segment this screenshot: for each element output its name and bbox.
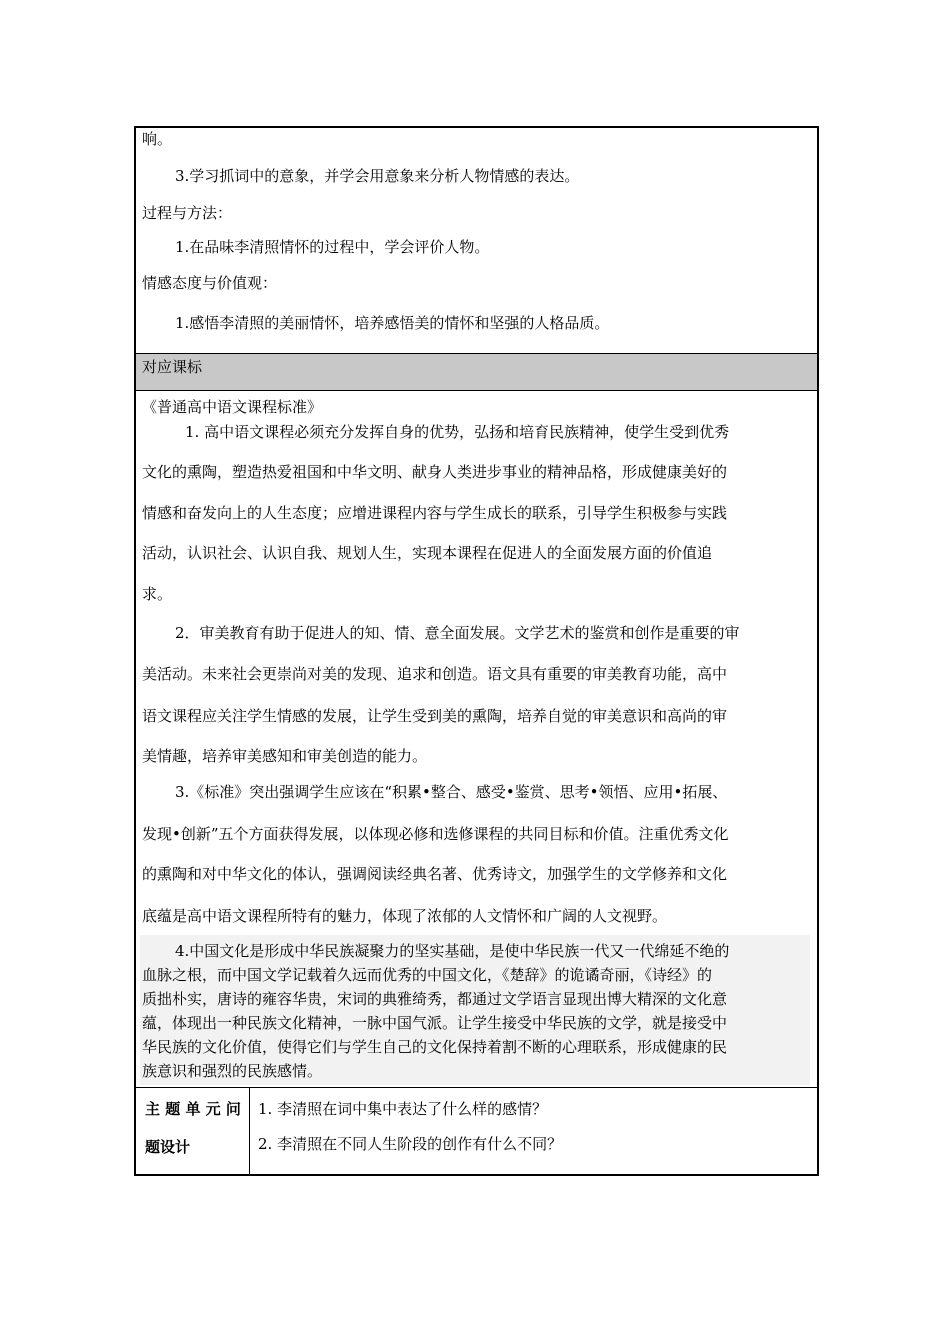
paragraph-line: 质拙朴实，唐诗的雍容华贵，宋词的典雅绮秀，都通过文学语言显现出博大精深的文化意 [142, 990, 728, 1008]
paragraph-line: 语文课程应关注学生情感的发展，让学生受到美的熏陶，培养自觉的审美意识和高尚的审 [142, 707, 728, 725]
paragraph-line: 4.中国文化是形成中华民族凝聚力的坚实基础，是使中华民族一代又一代绵延不绝的 [175, 942, 730, 960]
paragraph-line: 3.《标准》突出强调学生应该在“积累•整合、感受•鉴赏、思考•领悟、应用•拓展、 [175, 783, 728, 801]
paragraph-line: 族意识和强烈的民族感情。 [142, 1062, 323, 1080]
paragraph-line: 的熏陶和对中华文化的体认，强调阅读经典名著、优秀诗文，加强学生的文学修养和文化 [142, 865, 728, 883]
question-item: 1. 李清照在词中集中表达了什么样的感情？ [258, 1100, 548, 1118]
standards-source: 《普通高中语文课程标准》 [142, 398, 323, 416]
section-header-band [136, 353, 817, 391]
question-item: 2. 李清照在不同人生阶段的创作有什么不同？ [258, 1135, 563, 1153]
paragraph-line: 活动，认识社会、认识自我、规划人生，实现本课程在促进人的全面发展方面的价值追 [142, 544, 713, 562]
paragraph-line: 血脉之根，而中国文学记载着久远而优秀的中国文化，《楚辞》的诡谲奇丽，《诗经》的 [142, 966, 713, 984]
column-divider [249, 1087, 250, 1175]
objective-line: 1.感悟李清照的美丽情怀，培养感悟美的情怀和坚强的人格品质。 [175, 314, 610, 332]
paragraph-line: 1. 高中语文课程必须充分发挥自身的优势，弘扬和培育民族精神，使学生受到优秀 [185, 423, 730, 441]
paragraph-line: 文化的熏陶，塑造热爱祖国和中华文明、献身人类进步事业的精神品格，形成健康美好的 [142, 463, 728, 481]
paragraph-line: 美情趣，培养审美感知和审美创造的能力。 [142, 747, 428, 765]
objective-heading: 情感态度与价值观： [142, 274, 278, 292]
paragraph-line: 底蕴是高中语文课程所特有的魅力，体现了浓郁的人文情怀和广阔的人文视野。 [142, 907, 668, 925]
unit-label: 题设计 [145, 1138, 191, 1156]
objective-line: 3.学习抓词中的意象，并学会用意象来分析人物情感的表达。 [175, 167, 580, 185]
paragraph-line: 华民族的文化价值，使得它们与学生自己的文化保持着割不断的心理联系，形成健康的民 [142, 1038, 728, 1056]
objective-line: 1.在品味李清照情怀的过程中，学会评价人物。 [175, 238, 490, 256]
unit-label: 主 题 单 元 问 [145, 1100, 241, 1118]
paragraph-line: 求。 [142, 585, 173, 603]
paragraph-line: 2．审美教育有助于促进人的知、情、意全面发展。文学艺术的鉴赏和创作是重要的审 [175, 624, 740, 642]
objective-heading: 过程与方法： [142, 204, 233, 222]
paragraph-line: 发现•创新”五个方面获得发展，以体现必修和选修课程的共同目标和价值。注重优秀文化 [142, 825, 729, 843]
paragraph-line: 蕴，体现出一种民族文化精神，一脉中国气派。让学生接受中华民族的文学，就是接受中 [142, 1014, 728, 1032]
objective-line: 响。 [142, 130, 173, 148]
section-header: 对应课标 [142, 358, 203, 376]
paragraph-line: 美活动。未来社会更崇尚对美的发现、追求和创造。语文具有重要的审美教育功能，高中 [142, 665, 728, 683]
paragraph-line: 情感和奋发向上的人生态度；应增进课程内容与学生成长的联系，引导学生积极参与实践 [142, 504, 728, 522]
row-divider [136, 1087, 817, 1088]
